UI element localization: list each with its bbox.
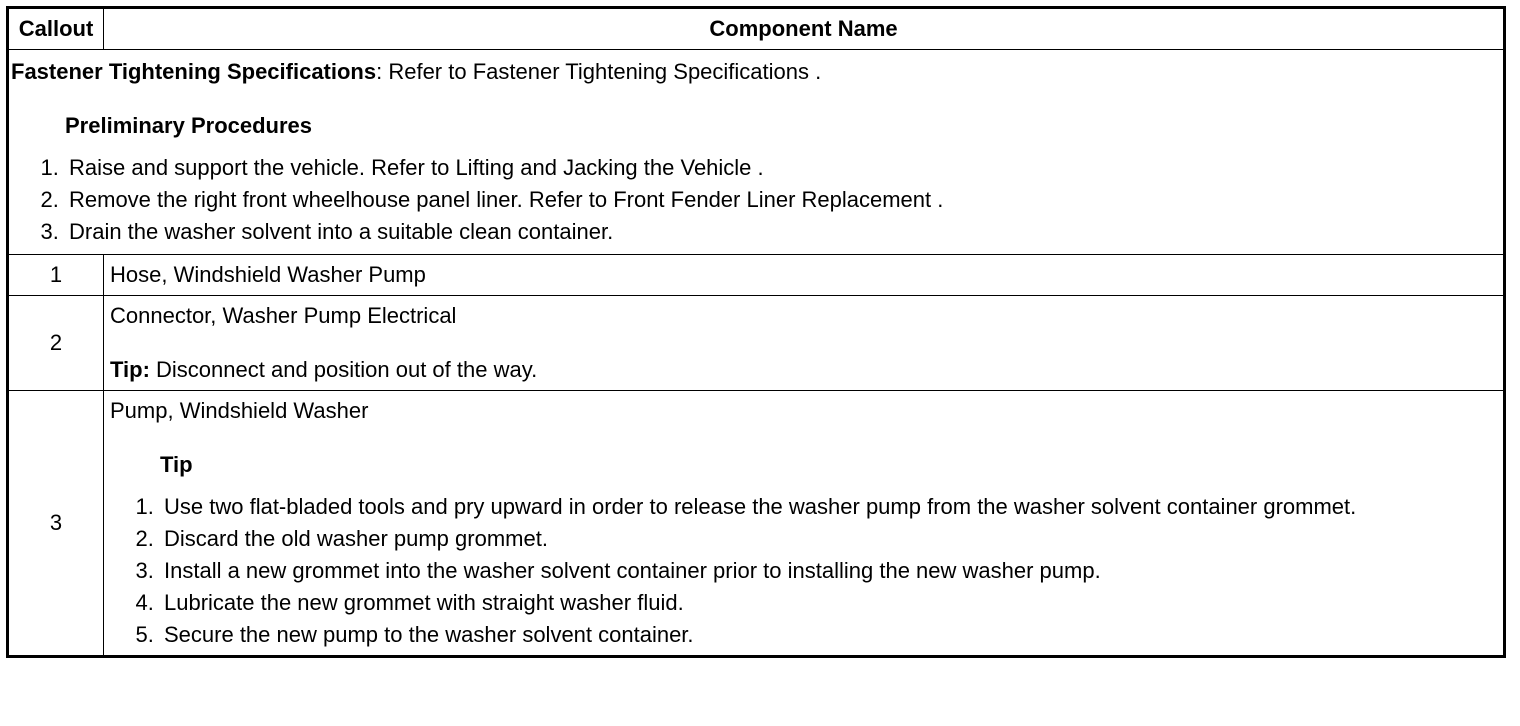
- table-row: [9, 255, 1504, 296]
- fastener-spec-label: Fastener Tightening Specifications: [11, 59, 377, 84]
- preliminary-step: 3. Drain the washer solvent into a suitable clean container.: [65, 216, 1499, 248]
- intro-cell: [9, 50, 1504, 255]
- component-cell: [104, 391, 1504, 656]
- callout-number: 3: [9, 391, 104, 656]
- callout-number: 1: [9, 255, 104, 296]
- tip-step: 1. Use two flat-bladed tools and pry upward in order to release the washer pump from the washer solvent container grommet.: [160, 491, 1497, 523]
- tip-steps-list: [110, 491, 1497, 651]
- preliminary-procedures-heading: Preliminary Procedures: [65, 113, 313, 138]
- table-row: [9, 296, 1504, 391]
- component-name: Hose, Windshield Washer Pump: [104, 255, 1504, 296]
- fastener-spec-text: : Refer to Fastener Tightening Specifications .: [376, 59, 822, 84]
- tip-step: 4. Lubricate the new grommet with straight washer fluid.: [160, 587, 1497, 619]
- table-row: [9, 391, 1504, 656]
- preliminary-step: 1. Raise and support the vehicle. Refer to Lifting and Jacking the Vehicle .: [65, 152, 1499, 184]
- tip-step: 3. Install a new grommet into the washer solvent container prior to installing the new washer pump.: [160, 555, 1497, 587]
- component-table: [8, 8, 1504, 656]
- intro-row: [9, 50, 1504, 255]
- component-cell: [104, 296, 1504, 391]
- component-name-header: Component Name: [104, 9, 1504, 50]
- component-table-container: [6, 6, 1506, 658]
- tip-step: 5. Secure the new pump to the washer solvent container.: [160, 619, 1497, 651]
- component-name: Pump, Windshield Washer: [110, 398, 369, 423]
- preliminary-step: 2. Remove the right front wheelhouse panel liner. Refer to Front Fender Liner Replacement .: [65, 184, 1499, 216]
- tip-heading: Tip: [160, 452, 193, 477]
- tip-step: 2. Discard the old washer pump grommet.: [160, 523, 1497, 555]
- tip-line: [110, 354, 1497, 386]
- callout-header: Callout: [9, 9, 104, 50]
- component-name: Connector, Washer Pump Electrical: [110, 303, 457, 328]
- callout-number: 2: [9, 296, 104, 391]
- tip-text: Disconnect and position out of the way.: [149, 357, 538, 382]
- header-row: [9, 9, 1504, 50]
- fastener-spec-line: [11, 56, 1499, 88]
- preliminary-steps-list: [11, 152, 1499, 248]
- tip-label: Tip:: [110, 357, 150, 382]
